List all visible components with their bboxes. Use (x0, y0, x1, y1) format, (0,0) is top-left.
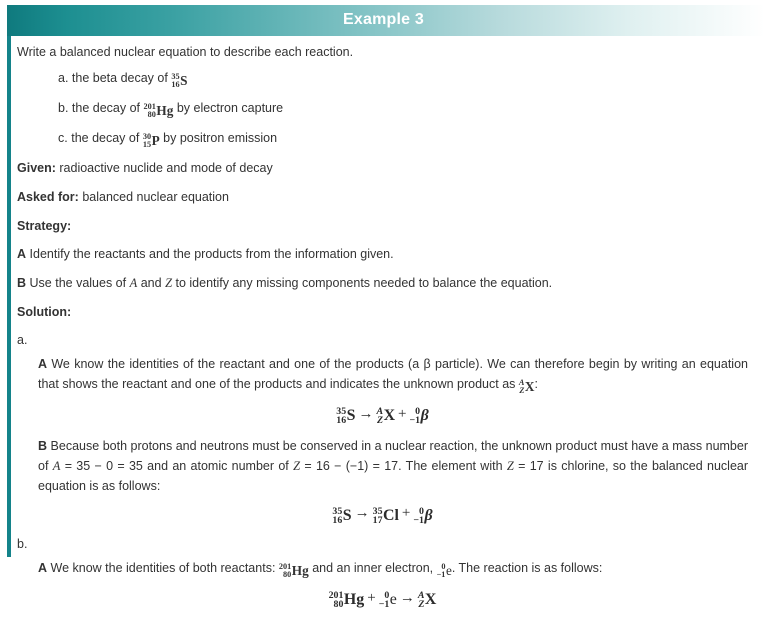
item-marker: c. (58, 131, 68, 146)
atomic-number: Z (377, 415, 384, 427)
equation-operator: + (398, 406, 407, 422)
nuclide-notation (279, 559, 309, 580)
mass-number: 35 (171, 72, 180, 82)
solution-a-step-B (38, 436, 748, 496)
strategy-step-b (17, 275, 748, 292)
given-label: Given: (17, 161, 56, 176)
nuclide-numbers (373, 507, 383, 525)
nuclide-numbers (376, 407, 383, 425)
particle-symbol: e (445, 562, 452, 578)
solution-heading (17, 304, 748, 321)
element-symbol: X (424, 590, 437, 608)
strategy-label: Strategy: (17, 219, 72, 234)
mass-number: 0 (415, 406, 421, 418)
element-symbol: S (346, 407, 356, 425)
mass-number: 35 (332, 505, 343, 517)
element-symbol: X (524, 379, 535, 394)
page-title: Example 3 (343, 11, 424, 28)
example-header-bar (7, 5, 765, 36)
equation-operator: → (354, 505, 370, 522)
atomic-number: 80 (147, 109, 156, 119)
nuclide-notation-beta (413, 507, 432, 525)
solution-part-marker: a. (17, 333, 28, 348)
mass-number: A (417, 589, 425, 601)
nuclide-numbers (332, 507, 342, 525)
mass-number: A (376, 406, 384, 418)
mass-number: 0 (441, 561, 446, 571)
mass-number: 35 (336, 406, 347, 418)
element-symbol: Hg (343, 590, 365, 608)
variable-a: A (52, 459, 61, 474)
element-symbol: S (342, 506, 352, 524)
strategy-step-letter: A (17, 247, 27, 262)
strategy-step-text-3: to identify any missing components needed to balance the equation. (175, 276, 553, 291)
prompt-item-list (17, 70, 748, 149)
item-text-post: by positron emission (163, 131, 278, 146)
nuclide-numbers (418, 591, 425, 609)
equation-operator: → (399, 589, 415, 606)
solution-b-step-A (38, 558, 748, 581)
element-symbol: S (180, 73, 188, 89)
nuclide-notation-beta (410, 407, 429, 425)
atomic-number: 16 (336, 415, 347, 427)
particle-symbol: e (389, 590, 397, 608)
nuclide-notation (171, 72, 187, 90)
equation-operator: → (358, 406, 374, 422)
atomic-number: 16 (171, 79, 180, 89)
content-body (17, 44, 748, 620)
equation-operator: + (401, 505, 411, 522)
step-text-mid-3: = 17 is chlorine, so the balanced nuclear equation is as follows: (38, 459, 749, 494)
step-letter: B (38, 439, 48, 454)
strategy-step-text-2: and (140, 276, 162, 291)
step-text-mid-1: = 35 − 0 = 35 and an atomic number of (64, 459, 289, 474)
given-line (17, 160, 748, 177)
solution-part-marker: b. (17, 536, 28, 551)
nuclide-numbers (437, 563, 446, 578)
atomic-number: 17 (372, 514, 383, 526)
nuclide-numbers (144, 103, 156, 118)
mass-number: 0 (419, 505, 424, 517)
atomic-number: 16 (332, 514, 343, 526)
atomic-number: −1 (436, 569, 446, 579)
equation-operator: + (367, 589, 376, 606)
step-text-after: . The reaction is as follows: (451, 560, 603, 575)
atomic-number: Z (418, 598, 425, 610)
prompt-intro: Write a balanced nuclear equation to describe each reaction. (17, 45, 354, 59)
nuclide-notation-electron (379, 591, 397, 609)
given-text: radioactive nuclide and mode of decay (59, 161, 273, 176)
nuclide-notation (336, 407, 355, 425)
step-text-before: We know the identities of both reactants: (50, 560, 276, 575)
nuclide-notation (329, 591, 365, 609)
element-symbol: Hg (156, 103, 174, 119)
step-text-mid: and an inner electron, (312, 560, 434, 575)
item-text-pre: the decay of (71, 131, 140, 146)
item-marker: b. (58, 101, 69, 116)
atomic-number: Z (519, 386, 525, 395)
list-item (58, 70, 748, 89)
nuclide-numbers (143, 133, 151, 148)
step-text-before: We know the identities of the reactant and one of the products (a β particle). We can therefore begin by writing an equation that shows the reactant and one of the products and indicates the unknown product as (38, 357, 748, 392)
equation-a1 (17, 406, 748, 425)
atomic-number: −1 (413, 514, 424, 526)
mass-number: 201 (328, 589, 344, 601)
nuclide-notation (332, 507, 351, 525)
accent-left-rule (7, 36, 11, 557)
nuclide-numbers (279, 563, 291, 578)
item-marker: a. (58, 71, 69, 85)
nuclide-numbers (329, 591, 344, 609)
strategy-step-letter: B (17, 276, 27, 291)
nuclide-notation (373, 507, 399, 525)
strategy-step-text-1: Use the values of (29, 276, 127, 291)
element-symbol: X (383, 407, 396, 425)
asked-for-text: balanced nuclear equation (82, 190, 229, 205)
solution-a-step-A (38, 354, 748, 397)
equation-b1 (17, 590, 748, 609)
step-text-mid-2: = 16 − (−1) = 17. The element with (304, 459, 503, 474)
particle-symbol: β (424, 506, 433, 524)
mass-number: A (518, 378, 525, 388)
list-item (58, 100, 748, 119)
asked-for-line (17, 189, 748, 206)
mass-number: 0 (384, 589, 390, 601)
element-symbol: P (151, 133, 160, 149)
step-text-after: : (534, 377, 538, 392)
nuclide-notation (143, 132, 160, 150)
nuclide-numbers (519, 379, 525, 394)
atomic-number: −1 (409, 415, 421, 427)
mass-number: 201 (143, 102, 156, 112)
nuclide-notation (144, 102, 174, 120)
list-item (58, 130, 748, 149)
variable-a: A (129, 276, 138, 291)
nuclide-numbers (171, 73, 179, 88)
nuclide-numbers (410, 407, 421, 425)
mass-number: 201 (278, 561, 292, 571)
atomic-number: 15 (142, 139, 152, 149)
element-symbol: Cl (383, 506, 399, 524)
solution-label: Solution: (17, 305, 72, 320)
step-letter: A (38, 560, 48, 575)
nuclide-numbers (336, 407, 346, 425)
step-text-before: Because both protons and neutrons must be conserved in a nuclear reaction, the unknown product must have a mass number of (38, 439, 749, 474)
nuclide-notation-electron (437, 559, 452, 580)
atomic-number: 80 (333, 598, 344, 610)
item-text-pre: the decay of (71, 101, 141, 116)
variable-z: Z (506, 459, 514, 474)
item-text-post: by electron capture (176, 101, 284, 116)
strategy-heading (17, 218, 748, 235)
particle-symbol: β (420, 407, 429, 425)
nuclide-notation-unknown (418, 591, 437, 609)
nuclide-notation-unknown (518, 376, 538, 397)
atomic-number: 80 (283, 569, 292, 579)
step-letter: A (38, 357, 48, 372)
strategy-step-text: Identify the reactants and the products from the information given. (29, 247, 394, 262)
atomic-number: −1 (378, 598, 390, 610)
nuclide-numbers (413, 507, 424, 525)
nuclide-numbers (379, 591, 390, 609)
element-symbol: Hg (291, 562, 309, 578)
strategy-step-a (17, 246, 748, 263)
mass-number: 30 (142, 132, 152, 142)
asked-for-label: Asked for: (17, 190, 79, 205)
variable-z: Z (293, 459, 301, 474)
variable-z: Z (165, 276, 173, 291)
mass-number: 35 (372, 505, 383, 517)
item-text-pre: the beta decay of (71, 71, 168, 85)
equation-a2 (17, 505, 748, 524)
nuclide-notation-unknown (376, 407, 395, 425)
